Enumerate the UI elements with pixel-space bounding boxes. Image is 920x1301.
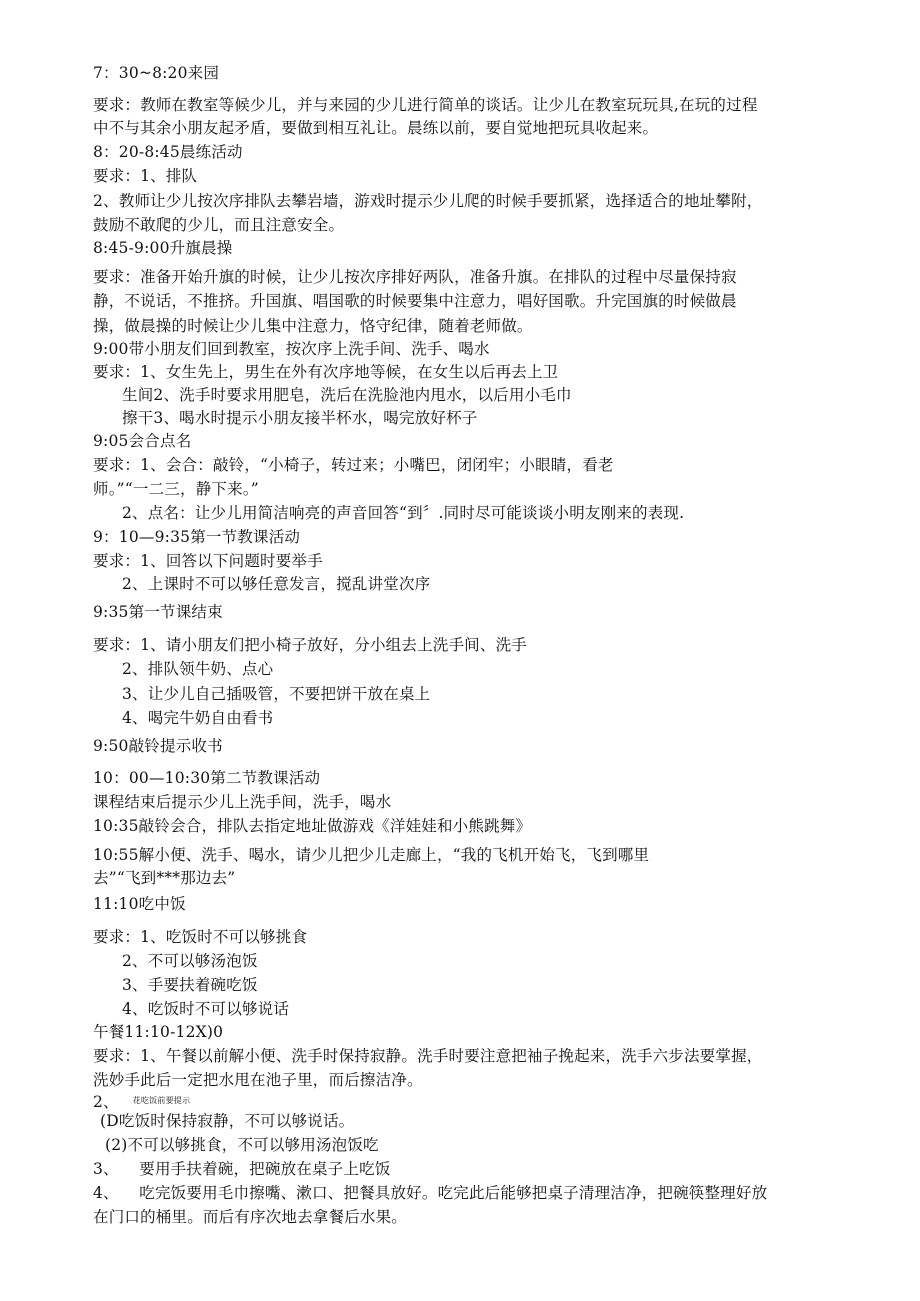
paragraph-line: 操，做晨操的时候让少儿集中注意力，恪守纪律，随着老师做。 [93,317,533,335]
paragraph-line: 3、 要用手扶着碗，把碗放在桌子上吃饭 [93,1160,391,1178]
paragraph-line: 要求：1、请小朋友们把小椅子放好，分小组去上洗手间、洗手 [93,636,527,654]
paragraph-line: 洗妙手此后一定把水甩在池子里，而后擦洁净。 [93,1071,423,1089]
paragraph-line: 2、教师让少儿按次序排队去攀岩墙，游戏时提示少儿爬的时候手要抓紧，选择适合的地址攀附， [93,192,763,210]
time-heading-break: 10:55解小便、洗手、喝水，请少儿把少儿走廊上，“我的飞机开始飞，飞到哪里 [93,846,650,864]
paragraph-line: 要求：1、回答以下问题时要举手 [93,552,323,570]
paragraph-line: 要求：1、午餐以前解小便、洗手时保持寂静。洗手时要注意把袖子挽起来，洗手六步法要掌握， [93,1047,763,1065]
paragraph-line: 2、排队领牛奶、点心 [122,660,274,678]
time-heading-morning-exercise: 8：20-8:45晨练活动 [93,143,243,161]
paragraph-line: 要求：教师在教室等候少儿，并与来园的少儿进行简单的谈话。让少儿在教室玩玩具,在玩的过程 [93,96,758,114]
paragraph-line: 师。”“一二三，静下来。” [93,480,259,498]
paragraph-line: 2、不可以够汤泡饭 [122,952,258,970]
paragraph-line: 鼓励不敢爬的少儿，而且注意安全。 [93,216,345,234]
list-number-text: 2、 [93,1093,119,1111]
time-heading-lunch-period: 午餐11:10-12X)0 [93,1023,224,1041]
time-heading-flag-raising: 8:45-9:00升旗晨操 [93,239,233,257]
paragraph-line: 生间2、洗手时要求用肥皂，洗后在洗脸池内甩水，以后用小毛巾 [122,386,572,404]
paragraph-line: 要求：1、会合：敲铃，“小椅子，转过来；小嘴巴，闭闭牢；小眼睛，看老 [93,456,614,474]
time-heading-lunch: 11:10吃中饭 [93,895,186,913]
paragraph-line: 要求：1、女生先上，男生在外有次序地等候，在女生以后再去上卫 [93,363,559,381]
paragraph-line: 3、让少儿自己插吸管，不要把饼干放在桌上 [122,685,431,703]
paragraph-line: 4、喝完牛奶自由看书 [122,709,274,727]
paragraph-line: 要求：1、吃饭时不可以够挑食 [93,928,308,946]
time-heading-roll-call: 9:05会合点名 [93,432,192,450]
paragraph-line: (D吃饭时保持寂静，不可以够说话。 [100,1112,355,1130]
paragraph-line: 静，不说话，不推挤。升国旗、唱国歌的时候要集中注意力，唱好国歌。升完国旗的时候做晨 [93,292,737,310]
time-heading-first-lesson: 9：10—9:35第一节教课活动 [93,528,301,546]
paragraph-line: 4、 吃完饭要用毛巾擦嘴、漱口、把餐具放好。吃完此后能够把桌子清理洁净，把碗筷整理好放 [93,1184,768,1202]
paragraph-line: 擦干3、喝水时提示小朋友接半杯水，喝完放好杯子 [122,409,478,427]
time-heading-first-lesson-end: 9:35第一节课结束 [93,603,223,621]
paragraph-line: 3、手要扶着碗吃饭 [122,976,258,994]
paragraph-line: 课程结束后提示少儿上洗手间，洗手，喝水 [93,793,392,811]
time-heading-game: 10:35敲铃会合，排队去指定地址做游戏《洋娃娃和小熊跳舞》 [93,817,532,835]
paragraph-line: 2、上课时不可以够任意发言，搅乱讲堂次序 [122,575,431,593]
paragraph-line: 中不与其余小朋友起矛盾，要做到相互礼让。晨练以前，要自觉地把玩具收起来。 [93,119,659,137]
paragraph-line: 在门口的桶里。而后有序次地去拿餐后水果。 [93,1208,408,1226]
time-heading-return-classroom: 9:00带小朋友们回到教室，按次序上洗手间、洗手、喝水 [93,340,490,358]
time-heading-bell: 9:50敲铃提示收书 [93,737,223,755]
small-note: 花吃饭前要提示 [132,1096,191,1105]
paragraph-line: 要求：准备开始升旗的时候，让少儿按次序排好两队，准备升旗。在排队的过程中尽量保持寂 [93,268,737,286]
time-heading-second-lesson: 10：00—10:30第二节教课活动 [93,769,321,787]
paragraph-line: 要求：1、排队 [93,167,198,185]
paragraph-line: (2)不可以够挑食，不可以够用汤泡饭吃 [105,1136,379,1154]
time-heading-arrival: 7：30~8:20来园 [93,64,220,82]
paragraph-line: 4、吃饭时不可以够说话 [122,1000,290,1018]
paragraph-line: 2、点名：让少儿用简洁响亮的声音回答“到〞.同时尽可能谈谈小明友刚来的表现. [122,504,685,522]
paragraph-line: 去”“飞到***那边去” [93,869,236,887]
